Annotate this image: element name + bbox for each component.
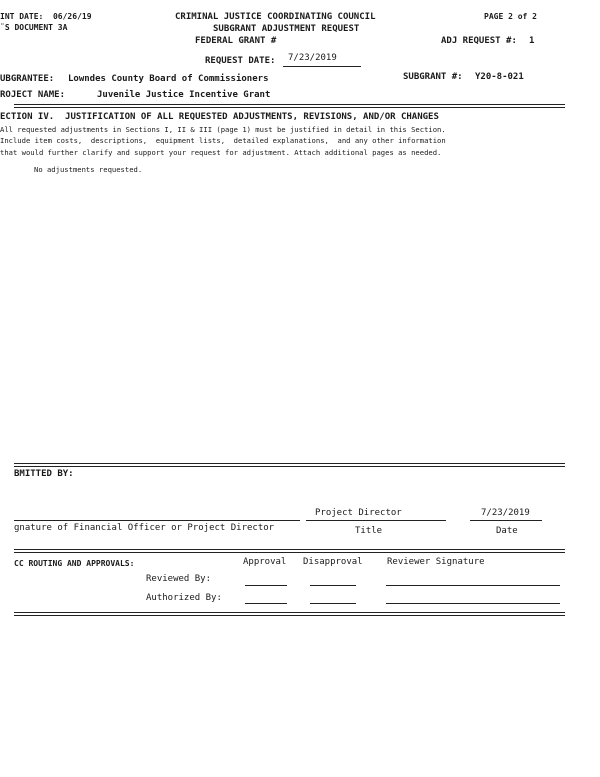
adj-request-value: 1 xyxy=(529,36,535,46)
title-line xyxy=(306,520,446,521)
request-date-underline xyxy=(283,66,361,67)
request-date-value: 7/23/2019 xyxy=(288,53,337,63)
divider xyxy=(14,466,565,467)
adj-request-label: ADJ REQUEST #: xyxy=(441,36,517,46)
disapproval-column: Disapproval xyxy=(303,557,363,567)
subgrantee-label: UBGRANTEE: xyxy=(0,74,55,84)
instruction-line-1: All requested adjustments in Sections I, II & III (page 1) must be justified in detail in this Section. xyxy=(0,125,446,134)
divider xyxy=(14,615,565,616)
subgrantee-value: Lowndes County Board of Commissioners xyxy=(68,74,269,84)
date-line xyxy=(470,520,542,521)
authorized-signature-line xyxy=(386,603,560,604)
project-name-label: ROJECT NAME: xyxy=(0,90,66,100)
justification-text: No adjustments requested. xyxy=(34,165,143,174)
subgrant-label: SUBGRANT #: xyxy=(403,72,463,82)
approval-column: Approval xyxy=(243,557,287,567)
divider xyxy=(14,549,565,550)
reviewer-signature-column: Reviewer Signature xyxy=(387,557,485,567)
authorized-approval-line xyxy=(245,603,287,604)
divider xyxy=(14,107,565,108)
reviewed-approval-line xyxy=(245,585,287,586)
reviewed-by-label: Reviewed By: xyxy=(146,574,212,584)
signature-caption: gnature of Financial Officer or Project Director xyxy=(14,523,275,533)
authorized-disapproval-line xyxy=(310,603,356,604)
date-value: 7/23/2019 xyxy=(481,508,530,518)
page-number: PAGE 2 of 2 xyxy=(484,12,537,21)
project-name-value: Juvenile Justice Incentive Grant xyxy=(97,90,271,100)
routing-label: CC ROUTING AND APPROVALS: xyxy=(14,559,135,568)
document-id: ¨S DOCUMENT 3A xyxy=(0,23,68,32)
submitted-by-label: BMITTED BY: xyxy=(14,469,74,479)
authorized-by-label: Authorized By: xyxy=(146,593,222,603)
divider xyxy=(14,104,565,105)
federal-grant-label: FEDERAL GRANT # xyxy=(195,36,277,46)
council-title: CRIMINAL JUSTICE COORDINATING COUNCIL xyxy=(175,12,376,22)
print-date: INT DATE: 06/26/19 xyxy=(0,12,92,21)
instruction-line-2: Include item costs, descriptions, equipment lists, detailed explanations, and any other information xyxy=(0,136,446,145)
form-title: SUBGRANT ADJUSTMENT REQUEST xyxy=(213,24,360,34)
date-caption: Date xyxy=(496,526,518,536)
divider xyxy=(14,612,565,613)
request-date-label: REQUEST DATE: xyxy=(205,56,276,66)
title-caption: Title xyxy=(355,526,383,536)
signature-line xyxy=(14,520,300,521)
divider xyxy=(14,463,565,464)
reviewed-disapproval-line xyxy=(310,585,356,586)
reviewed-signature-line xyxy=(386,585,560,586)
title-value: Project Director xyxy=(315,508,402,518)
instruction-line-3: that would further clarify and support your request for adjustment. Attach additional pages as needed. xyxy=(0,148,442,157)
divider xyxy=(14,552,565,553)
subgrant-value: Y20-8-021 xyxy=(475,72,524,82)
section-iv-heading: ECTION IV. JUSTIFICATION OF ALL REQUESTED ADJUSTMENTS, REVISIONS, AND/OR CHANGES xyxy=(0,112,439,122)
